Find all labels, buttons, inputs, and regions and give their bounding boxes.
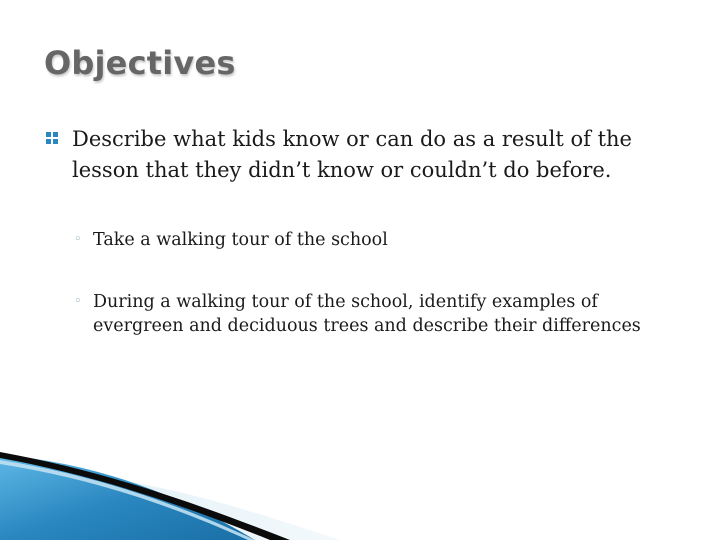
main-bullet-text: Describe what kids know or can do as a result of the lesson that they didn’t know or couldn’t do before. bbox=[72, 127, 632, 182]
sub-bullet-2-marker: ◦ bbox=[74, 294, 82, 309]
sub-bullet-1-text: Take a walking tour of the school bbox=[93, 230, 388, 250]
slide-title: Objectives bbox=[44, 44, 236, 82]
sub-bullet-1-marker: ◦ bbox=[74, 232, 82, 247]
sub-bullet-2-text: During a walking tour of the school, identify examples of evergreen and deciduous trees and describe their differences bbox=[93, 292, 641, 336]
